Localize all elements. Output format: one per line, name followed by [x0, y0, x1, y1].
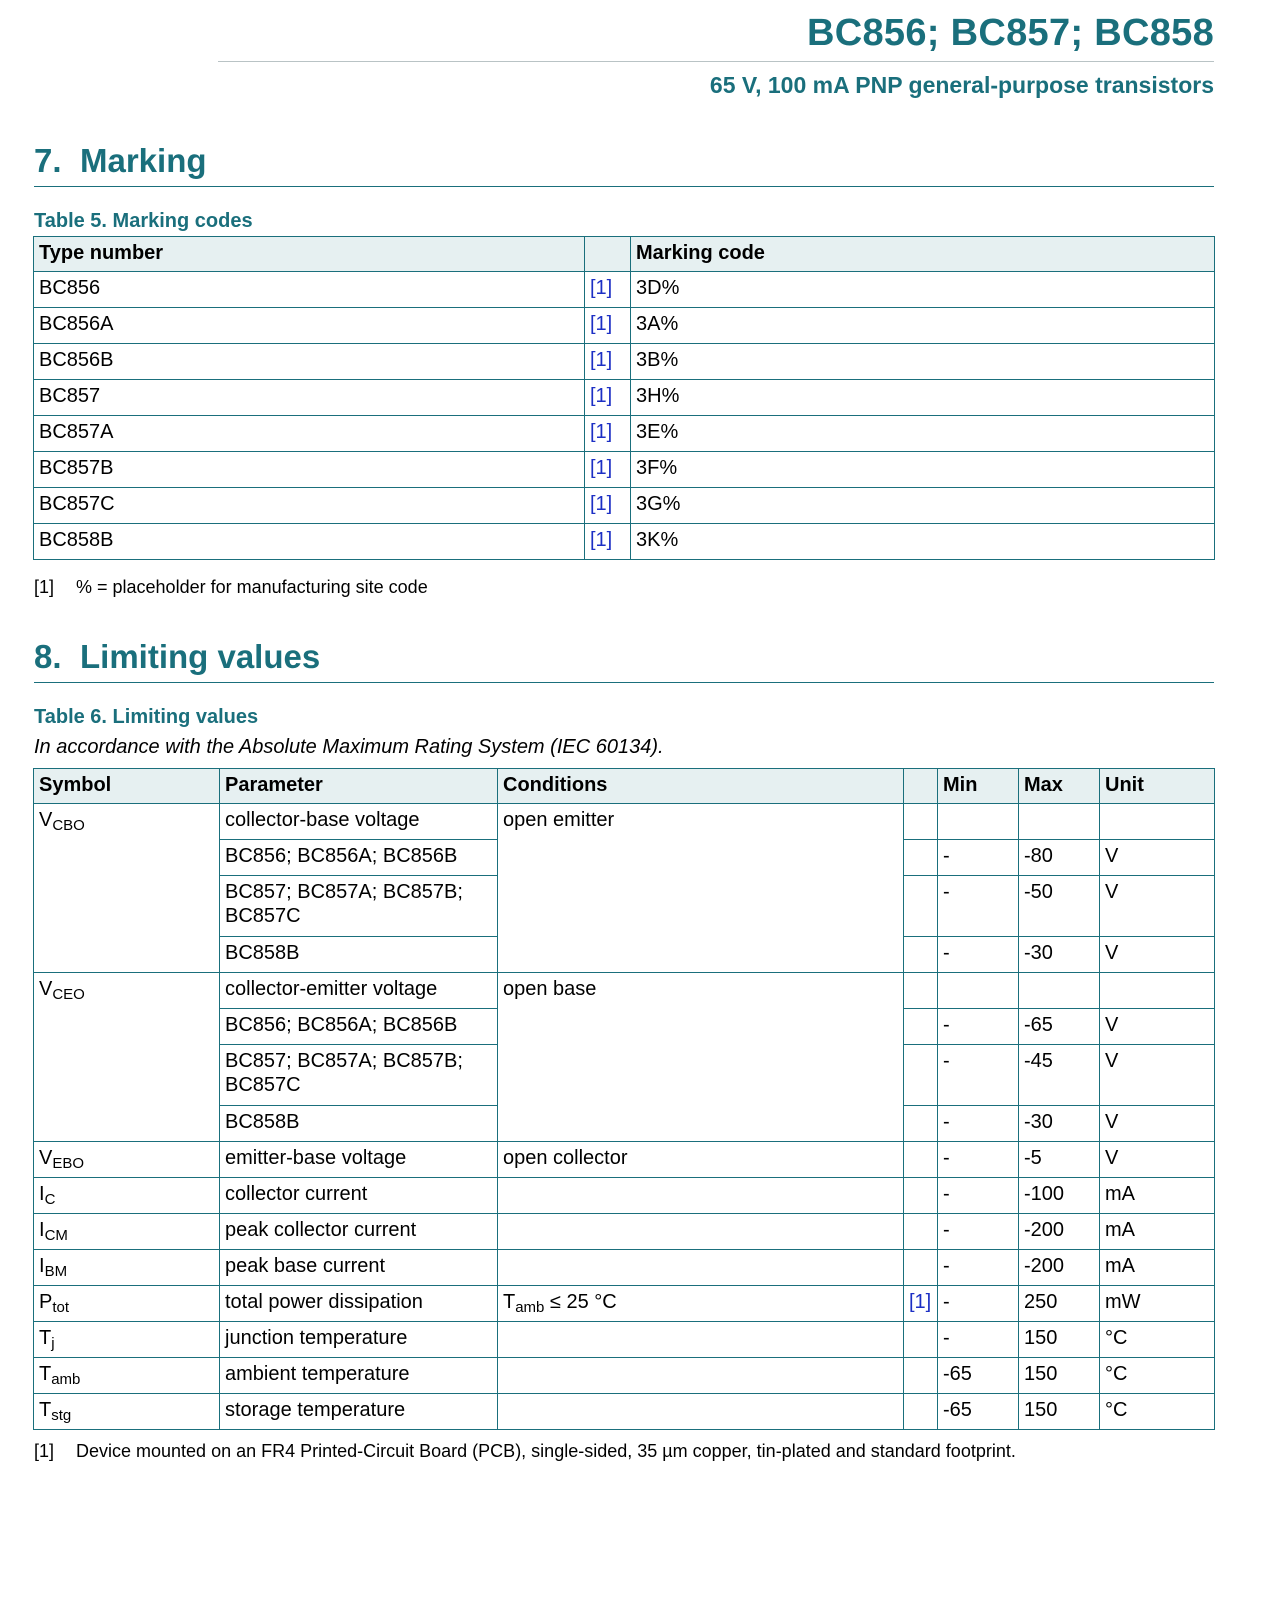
min-cell: - [938, 1178, 1019, 1214]
parameter-line: BC857C [225, 905, 301, 927]
max-cell: -30 [1019, 937, 1100, 973]
parameter-line: BC857; BC857A; BC857B; [225, 881, 463, 903]
min-cell: - [938, 840, 1019, 876]
section-title: Marking [80, 142, 207, 179]
table-row [34, 380, 1215, 416]
conditions-cell: open base [498, 973, 904, 1142]
symbol-letter: I [39, 1183, 45, 1205]
parameter-cell: collector current [220, 1178, 498, 1214]
section-number: 8. [34, 638, 62, 675]
unit-cell [1100, 973, 1215, 1009]
conditions-cell [498, 1358, 904, 1394]
footnote-ref-link[interactable]: [1] [585, 308, 631, 344]
symbol-letter: T [39, 1363, 52, 1385]
ref-cell [904, 1142, 938, 1178]
table-row [34, 1250, 1215, 1286]
section-title: Limiting values [80, 638, 321, 675]
parameter-cell: peak base current [220, 1250, 498, 1286]
footnote-ref-link[interactable]: [1] [904, 1286, 938, 1322]
max-cell: -200 [1019, 1214, 1100, 1250]
symbol-cell [34, 1286, 220, 1322]
type-number-cell: BC857A [34, 416, 585, 452]
unit-cell: mA [1100, 1250, 1215, 1286]
table-row [34, 344, 1215, 380]
marking-codes-table [33, 236, 1215, 560]
max-cell: 150 [1019, 1322, 1100, 1358]
min-cell: - [938, 1286, 1019, 1322]
ref-cell [904, 1322, 938, 1358]
unit-cell: V [1100, 1106, 1215, 1142]
table-row [34, 1286, 1215, 1322]
table-header-row [34, 237, 1215, 272]
footnote-ref-link[interactable]: [1] [585, 380, 631, 416]
parameter-cell: peak collector current [220, 1214, 498, 1250]
conditions-cell: open emitter [498, 804, 904, 973]
unit-cell [1100, 804, 1215, 840]
unit-cell: V [1100, 1045, 1215, 1106]
parameter-cell: junction temperature [220, 1322, 498, 1358]
conditions-cell [498, 1322, 904, 1358]
footnote-label: [1] [34, 1441, 55, 1461]
max-cell: -200 [1019, 1250, 1100, 1286]
symbol-subscript: tot [52, 1299, 70, 1316]
footnote-ref-link[interactable]: [1] [585, 452, 631, 488]
ref-cell [904, 1250, 938, 1286]
parameter-cell: emitter-base voltage [220, 1142, 498, 1178]
unit-cell: °C [1100, 1394, 1215, 1430]
parameter-cell: collector-base voltage [220, 804, 498, 840]
symbol-letter: V [39, 809, 53, 831]
symbol-cell [34, 1178, 220, 1214]
table-row [34, 1394, 1215, 1430]
column-header-marking-code: Marking code [631, 237, 1215, 272]
conditions-cell [498, 1286, 904, 1322]
symbol-subscript: j [51, 1335, 55, 1352]
unit-cell: mW [1100, 1286, 1215, 1322]
parameter-cell: BC858B [220, 1106, 498, 1142]
footnote-text: % = placeholder for manufacturing site code [76, 577, 428, 597]
table-row [34, 1214, 1215, 1250]
min-cell [938, 804, 1019, 840]
ref-cell [904, 1009, 938, 1045]
symbol-cell [34, 1394, 220, 1430]
marking-code-cell: 3H% [631, 380, 1215, 416]
symbol-cell [34, 1142, 220, 1178]
ref-cell [904, 804, 938, 840]
conditions-cell: open collector [498, 1142, 904, 1178]
section-heading-marking [34, 142, 1214, 187]
table-caption-limiting-values: Table 6. Limiting values [34, 706, 259, 728]
conditions-cell [498, 1178, 904, 1214]
min-cell: - [938, 937, 1019, 973]
conditions-cell [498, 1394, 904, 1430]
max-cell [1019, 973, 1100, 1009]
symbol-letter: V [39, 1147, 53, 1169]
unit-cell: V [1100, 840, 1215, 876]
condition-symbol: T [503, 1291, 516, 1313]
column-header-parameter: Parameter [220, 769, 498, 804]
table-caption-marking: Table 5. Marking codes [34, 210, 253, 232]
max-cell: -45 [1019, 1045, 1100, 1106]
symbol-cell [34, 1358, 220, 1394]
min-cell: - [938, 1045, 1019, 1106]
conditions-cell [498, 1214, 904, 1250]
table-row [34, 804, 1215, 840]
parameter-cell [220, 876, 498, 937]
footnote-ref-link[interactable]: [1] [585, 488, 631, 524]
parameter-cell: BC858B [220, 937, 498, 973]
type-number-cell: BC856A [34, 308, 585, 344]
max-cell: -65 [1019, 1009, 1100, 1045]
footnote-ref-link[interactable]: [1] [585, 272, 631, 308]
symbol-letter: I [39, 1219, 45, 1241]
table-row [34, 272, 1215, 308]
unit-cell: mA [1100, 1178, 1215, 1214]
symbol-subscript: CBO [52, 817, 85, 834]
unit-cell: V [1100, 937, 1215, 973]
column-header-min: Min [938, 769, 1019, 804]
symbol-subscript: EBO [52, 1155, 85, 1172]
min-cell: - [938, 1250, 1019, 1286]
table-row [34, 308, 1215, 344]
max-cell: 150 [1019, 1358, 1100, 1394]
min-cell: - [938, 1142, 1019, 1178]
column-header-unit: Unit [1100, 769, 1215, 804]
max-cell: 150 [1019, 1394, 1100, 1430]
table-header-row [34, 769, 1215, 804]
unit-cell: mA [1100, 1214, 1215, 1250]
parameter-line: BC857; BC857A; BC857B; [225, 1050, 463, 1072]
ref-cell [904, 1394, 938, 1430]
table-row [34, 488, 1215, 524]
symbol-subscript: BM [44, 1263, 68, 1280]
parameter-line: BC857C [225, 1074, 301, 1096]
symbol-subscript: CEO [52, 986, 85, 1003]
marking-code-cell: 3D% [631, 272, 1215, 308]
symbol-subscript: amb [51, 1371, 81, 1388]
title-rule [218, 61, 1214, 62]
condition-subscript: amb [515, 1299, 545, 1316]
column-header-max: Max [1019, 769, 1100, 804]
symbol-letter: P [39, 1291, 53, 1313]
marking-code-cell: 3A% [631, 308, 1215, 344]
ref-cell [904, 876, 938, 937]
type-number-cell: BC856B [34, 344, 585, 380]
symbol-cell [34, 1322, 220, 1358]
conditions-cell [498, 1250, 904, 1286]
marking-code-cell: 3F% [631, 452, 1215, 488]
condition-value: ≤ 25 °C [544, 1291, 617, 1313]
max-cell: 250 [1019, 1286, 1100, 1322]
max-cell: -80 [1019, 840, 1100, 876]
min-cell: -65 [938, 1394, 1019, 1430]
table-row [34, 524, 1215, 560]
ref-cell [904, 1178, 938, 1214]
section-heading-limiting-values [34, 638, 1214, 683]
footnote-ref-link[interactable]: [1] [585, 524, 631, 560]
unit-cell: V [1100, 1009, 1215, 1045]
min-cell: -65 [938, 1358, 1019, 1394]
symbol-letter: V [39, 978, 53, 1000]
column-header-ref [585, 237, 631, 272]
ref-cell [904, 1045, 938, 1106]
parameter-cell: BC856; BC856A; BC856B [220, 1009, 498, 1045]
max-cell: -50 [1019, 876, 1100, 937]
table-row [34, 452, 1215, 488]
marking-code-cell: 3B% [631, 344, 1215, 380]
column-header-conditions: Conditions [498, 769, 904, 804]
marking-code-cell: 3K% [631, 524, 1215, 560]
footnote-ref-link[interactable]: [1] [585, 344, 631, 380]
marking-code-cell: 3E% [631, 416, 1215, 452]
parameter-cell [220, 1045, 498, 1106]
max-cell [1019, 804, 1100, 840]
symbol-subscript: CM [44, 1227, 68, 1244]
unit-cell: V [1100, 1142, 1215, 1178]
marking-code-cell: 3G% [631, 488, 1215, 524]
symbol-letter: I [39, 1255, 45, 1277]
parameter-cell: ambient temperature [220, 1358, 498, 1394]
table-row [34, 1178, 1215, 1214]
type-number-cell: BC857B [34, 452, 585, 488]
table-note: In accordance with the Absolute Maximum Rating System (IEC 60134). [34, 736, 664, 758]
document-subtitle: 65 V, 100 mA PNP general-purpose transistors [709, 72, 1214, 98]
min-cell: - [938, 1322, 1019, 1358]
limiting-values-table [33, 768, 1215, 1430]
table-row [34, 973, 1215, 1009]
symbol-cell [34, 973, 220, 1142]
min-cell [938, 973, 1019, 1009]
min-cell: - [938, 876, 1019, 937]
footnote-label: [1] [34, 577, 55, 597]
parameter-cell: storage temperature [220, 1394, 498, 1430]
unit-cell: °C [1100, 1358, 1215, 1394]
table-row [34, 1142, 1215, 1178]
parameter-cell: total power dissipation [220, 1286, 498, 1322]
symbol-cell [34, 804, 220, 973]
footnote-text: Device mounted on an FR4 Printed-Circuit Board (PCB), single-sided, 35 µm copper, tin-plated and standard footprint. [76, 1441, 1016, 1461]
symbol-subscript: stg [51, 1407, 72, 1424]
parameter-cell: BC856; BC856A; BC856B [220, 840, 498, 876]
ref-cell [904, 937, 938, 973]
ref-cell [904, 840, 938, 876]
type-number-cell: BC857C [34, 488, 585, 524]
min-cell: - [938, 1106, 1019, 1142]
type-number-cell: BC857 [34, 380, 585, 416]
ref-cell [904, 1358, 938, 1394]
symbol-subscript: C [44, 1191, 56, 1208]
symbol-letter: T [39, 1327, 52, 1349]
column-header-ref [904, 769, 938, 804]
parameter-cell: collector-emitter voltage [220, 973, 498, 1009]
table-row [34, 1322, 1215, 1358]
column-header-type-number: Type number [34, 237, 585, 272]
max-cell: -5 [1019, 1142, 1100, 1178]
document-title: BC856; BC857; BC858 [807, 12, 1214, 54]
min-cell: - [938, 1009, 1019, 1045]
type-number-cell: BC856 [34, 272, 585, 308]
ref-cell [904, 973, 938, 1009]
ref-cell [904, 1106, 938, 1142]
table-row [34, 1358, 1215, 1394]
table-row [34, 416, 1215, 452]
footnote-ref-link[interactable]: [1] [585, 416, 631, 452]
symbol-cell [34, 1250, 220, 1286]
type-number-cell: BC858B [34, 524, 585, 560]
section-number: 7. [34, 142, 62, 179]
max-cell: -100 [1019, 1178, 1100, 1214]
min-cell: - [938, 1214, 1019, 1250]
column-header-symbol: Symbol [34, 769, 220, 804]
unit-cell: V [1100, 876, 1215, 937]
ref-cell [904, 1214, 938, 1250]
limiting-values-footnote [34, 1441, 1016, 1462]
symbol-letter: T [39, 1399, 52, 1421]
marking-footnote [34, 577, 428, 598]
max-cell: -30 [1019, 1106, 1100, 1142]
symbol-cell [34, 1214, 220, 1250]
unit-cell: °C [1100, 1322, 1215, 1358]
